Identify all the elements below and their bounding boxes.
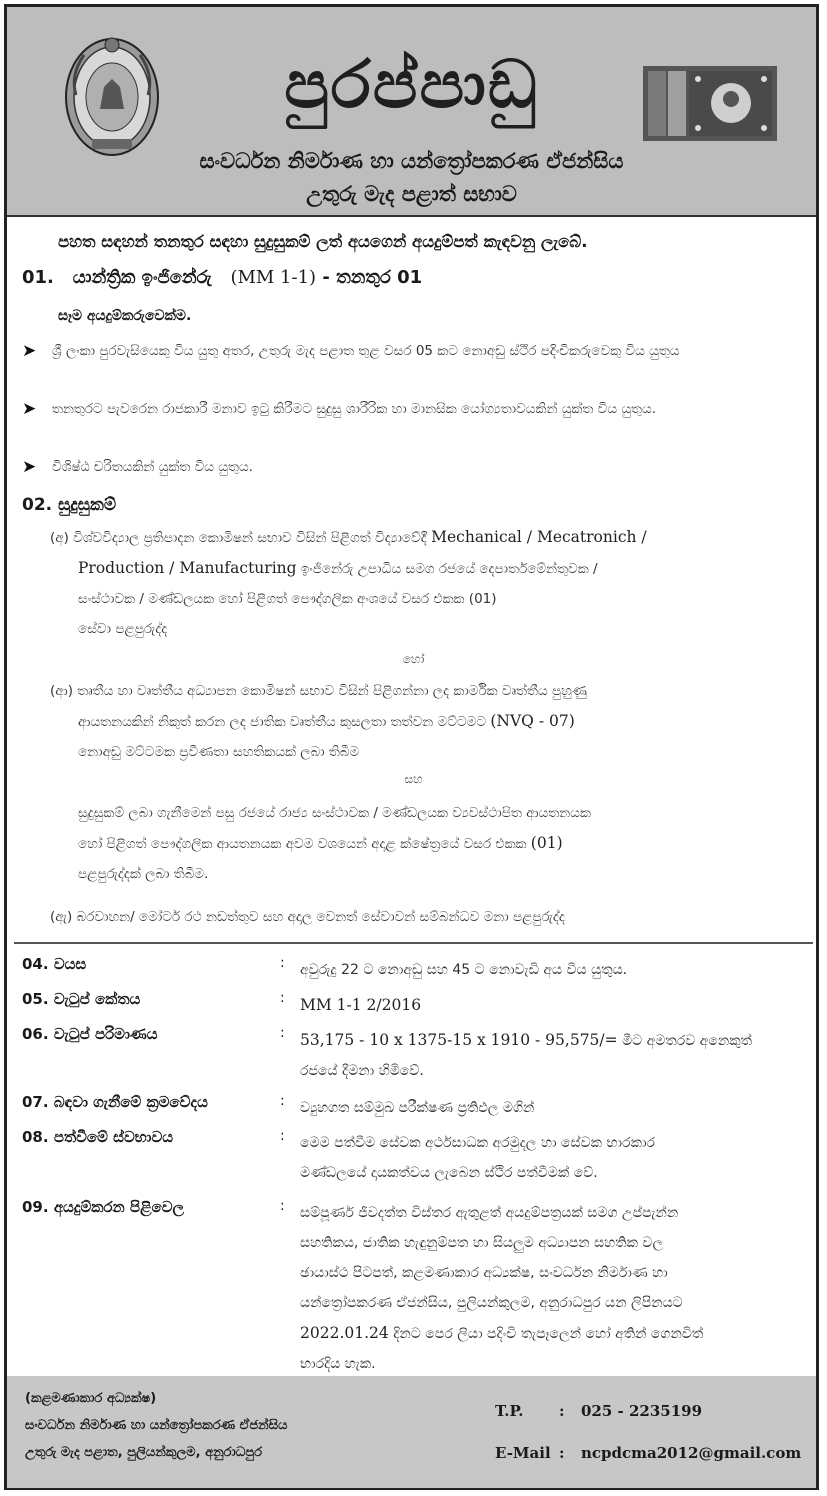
detail-age: 04. වයස : අවුරුදු 22 ට නොඅඩු සහ 45 ට නොවැඩි අය විය යුතුය. bbox=[22, 955, 628, 978]
footer-address: (කළමණාකාර අධ්‍යක්ෂ) සංවර්ධන නිර්මාණ හා යන්ත්‍රෝපකරණ ඒජන්සිය උතුරු මැද පළාත, පුලියන්කුලම, අනුරාධපුර bbox=[25, 1391, 288, 1460]
position-heading: 01. යාන්ත්‍රික ඉංජිනේරු (MM 1-1) - තනතුර 01 bbox=[22, 267, 423, 288]
email-address: ncpdcma2012@gmail.com bbox=[581, 1444, 802, 1462]
header-banner bbox=[7, 7, 816, 217]
qualification-a: (අ) විශ්වවිද්‍යාල ප්‍රතිපාදන කොමිෂන් සභාව විසින් පිළිගත් විද්‍යාවේදී Mechanical / Mecatronich / Production / Manufacturing ඉංජිනේරු උපාධිය සමග රජයේ දෙපාර්තමේන්තුවක / සංස්ථාවක / මණ්ඩලයක හෝ පිළිගත් පෞද්ගලික අංශයේ වසර එකක (01) සේවා පළපුරුද්ද bbox=[50, 528, 647, 637]
detail-salary-code: 05. වැටුප් කේතය : MM 1-1 2/2016 bbox=[22, 990, 422, 1014]
list-item: ➤ විශිෂ්ඨ චරිතයකින් යුක්ත විය යුතුය. bbox=[22, 457, 253, 477]
qualification-experience: සුදුසුකම් ලබා ගැනීමෙන් පසු රජයේ රාජ්‍ය සංස්ථාවක / මණ්ඩලයක ව්‍යවස්ථාපිත ආයතනයක හෝ පිළිගත් පෞද්ගලික ආයතනයක අවම වශයෙන් අදාළ ක්ෂේත්‍රයේ වසර එකක (01) පළපුරුද්දක් ලබා තිබීම. bbox=[78, 805, 591, 882]
phone-number: 025 - 2235199 bbox=[581, 1402, 703, 1420]
list-item: ➤ ශ්‍රී ලංකා පුරවැසියෙකු විය යුතු අතර, උතුරු මැද පළාත තුළ වසර 05 කට නොඅඩු ස්ථිර පදිංචිකරුවෙකු විය යුතුය bbox=[22, 341, 680, 361]
footer-contact bbox=[495, 1390, 815, 1474]
org-name: සංවර්ධන නිර්මාණ හා යන්ත්‍රෝපකරණ ඒජන්සිය bbox=[199, 149, 624, 173]
divider bbox=[14, 942, 813, 944]
and-separator: සහ bbox=[404, 772, 423, 786]
general-qualifications-heading: සෑම අයදුම්කරුවෙක්ම. bbox=[58, 308, 192, 324]
qualification-c: (ඇ) බරවාහන/ මෝටර් රථ නඩත්තුව සහ අදාල වෙනත් සේවාවන් සම්බන්ධව මනා පළපුරුද්ද bbox=[50, 909, 565, 925]
phone-line: T.P. : 025 - 2235199 bbox=[495, 1402, 703, 1420]
detail-appointment-nature: 08. පත්වීමේ ස්වභාවය : මෙම පත්වීම සේවක අර්ථසාධක අරමුදල හා සේවක භාරකාර මණ්ඩලයේ දායකත්වය ලැබෙන ස්ථිර පත්වීමක් වේ. bbox=[22, 1128, 656, 1181]
qualifications-heading: 02. සුදුසුකම් bbox=[22, 495, 117, 515]
arrow-bullet-icon: ➤ bbox=[22, 457, 37, 477]
council-name: උතුරු මැද පළාත් සභාව bbox=[306, 182, 517, 206]
arrow-bullet-icon: ➤ bbox=[22, 399, 37, 419]
arrow-bullet-icon: ➤ bbox=[22, 341, 37, 361]
page-title: පුරප්පාඩු bbox=[284, 45, 539, 123]
intro-text: පහත සඳහන් තනතුර සඳහා සුදුසුකම් ලත් අයගෙන් අයදුම්පත් කැඳවනු ලැබේ. bbox=[58, 232, 588, 251]
list-item: ➤ තනතුරට පැවරෙන රාජකාරී මනාව ඉටු කිරීමට සුදුසු ශාරීරික හා මානසික යෝග්‍යතාවයකින් යුක්ත විය යුතුය. bbox=[22, 399, 657, 419]
detail-salary-scale: 06. වැටුප් පරිමාණය : 53,175 - 10 x 1375-15 x 1910 - 95,575/= මීට අමතරව අනෙකුත් රජයේ දීමනා හිමිවේ. bbox=[22, 1025, 752, 1079]
or-separator: හෝ bbox=[402, 652, 425, 666]
provincial-flag-icon bbox=[643, 66, 777, 141]
detail-recruitment-method: 07. බඳවා ගැනීමේ ක්‍රමවේදය : ව්‍යුහගත සම්මුඛ පරීක්ෂණ ප්‍රතිඵල මගින් bbox=[22, 1093, 535, 1116]
email-line: E-Mail : ncpdcma2012@gmail.com bbox=[495, 1444, 802, 1462]
qualification-b: (ආ) තෘතීය හා වෘත්තීය අධ්‍යාපන කොමිෂන් සභාව විසින් පිළිගන්නා ලද කාර්මික වෘත්තීය පුහුණු ආයතනයකින් නිකුත් කරන ලද ජාතික වෘත්තීය කුසලතා තත්වන මට්ටමට (NVQ - 07) නොඅඩු මට්ටමක ප්‍රවීණතා සහතිකයක් ලබා තිබීම bbox=[50, 683, 587, 760]
detail-application-procedure: 09. අයදුම්කරන පිළිවෙල : සම්පූර්ණ ජීවදත්ත විස්තර ඇතුළත් අයදුම්පත්‍රයක් සමග උප්පැන්න සහතිකය, ජාතික හැඳුනුම්පත හා සියලුම අධ්‍යාපන සහතික වල ඡායාස්ථ පිටපත්, කළමණාකාර අධ්‍යක්ෂ, සංවර්ධන නිර්මාණ හා යන්ත්‍රෝපකරණ ඒජන්සිය, පුලියන්කුලම, අනුරාධපුර යන ලිපිනයට 2022.01.24 දිනට පෙර ලියා පදිංචි තැපෑලෙන් හෝ අතින් ගෙනවිත් භාරදිය හැක. bbox=[22, 1198, 704, 1372]
